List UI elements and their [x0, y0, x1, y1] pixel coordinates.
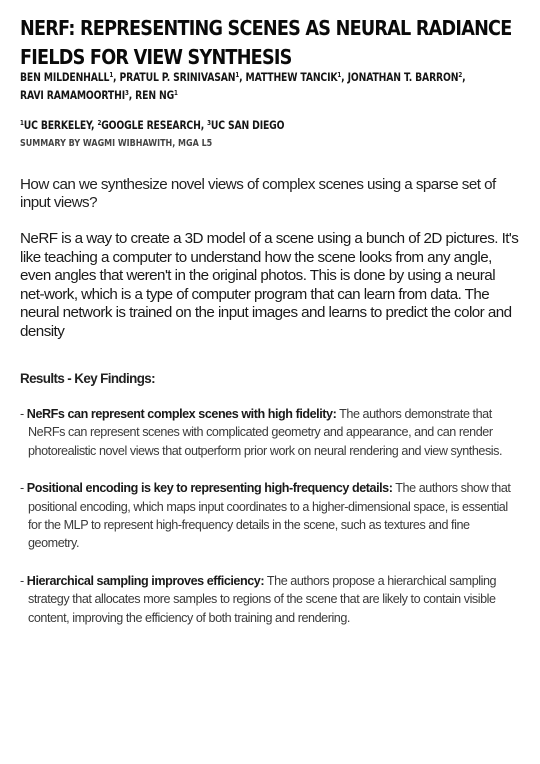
finding-item: - Positional encoding is key to representing high-frequency details: The authors show that positional encoding, which maps input coordinates to a higher-dimensional space, is essential for the MLP to represent high-frequency details in the scene, such as textures and fine geometry.: [20, 481, 511, 551]
finding-lead: NeRFs can represent complex scenes with high fidelity:: [26, 407, 337, 421]
finding-item: - Hierarchical sampling improves efficiency: The authors propose a hierarchical sampling strategy that allocates more samples to regions of the scene that are likely to contain visible content, improving the efficiency of both training and rendering.: [20, 573, 497, 625]
affiliation-list: [20, 116, 524, 134]
author: MATTHEW TANCIK$^1$,: [245, 70, 348, 84]
author: RAVI RAMAMOORTHI$^3$,: [20, 88, 136, 102]
findings-list: [20, 405, 520, 627]
affiliation: $^2$GOOGLE RESEARCH,: [97, 118, 208, 132]
author: JONATHAN T. BARRON$^2$,: [347, 70, 466, 84]
intro-paragraph: NeRF is a way to create a 3D model of a scene using a bunch of 2D pictures. It's like teaching a computer to understand how the scene looks from any angle, even angles that weren't in the original photos. This is done by using a neural net-work, which is a type of computer program that can learn from data. The neural network is trained on the input images and learns to predict the color and density: [20, 230, 519, 340]
author: PRATUL P. SRINIVASAN$^1$,: [119, 70, 246, 84]
finding-lead: Hierarchical sampling improves efficiency:: [26, 573, 265, 588]
affiliation: $^3$UC SAN DIEGO: [207, 118, 285, 132]
author: BEN MILDENHALL$^1$,: [20, 70, 120, 84]
results-heading: Results - Key Findings:: [20, 371, 156, 386]
author: REN $NG^1$: [135, 88, 178, 102]
finding-item: - NeRFs can represent complex scenes with high fidelity: The authors demonstrate that NeRFs can represent scenes with complicated geometry and appearance, and can render photorealistic novel views that outperform prior work on neural rendering and view synthesis.: [20, 407, 503, 458]
summary-author: SUMMARY BY WAGMI WIBHAWITH, MGA L5: [20, 138, 213, 149]
research-question: How can we synthesize novel views of complex scenes using a sparse set of input views?: [20, 176, 496, 211]
finding-text: The authors show that positional encoding, which maps input coordinates to a higher-dimensional space, is essential for the MLP to represent high-frequency details in the scene, such as textures and fine geometry.: [28, 481, 511, 551]
finding-text: The authors propose a hierarchical sampling strategy that allocates more samples to regions of the scene that are likely to contain visible content, improving the efficiency of both training and rendering.: [28, 573, 497, 625]
finding-lead: Positional encoding is key to representing high-frequency details:: [26, 481, 393, 496]
finding-text: The authors demonstrate that NeRFs can represent scenes with complicated geometry and appearance, and can render photorealistic novel views that outperform prior work on neural rendering and view synthesis.: [28, 407, 503, 458]
paper-title: NERF: REPRESENTING SCENES AS NEURAL RADIANCE FIELDS FOR VIEW SYNTHESIS: [20, 16, 512, 69]
affiliation: $^1$UC BERKELEY,: [20, 118, 98, 132]
author-list: [20, 68, 524, 104]
